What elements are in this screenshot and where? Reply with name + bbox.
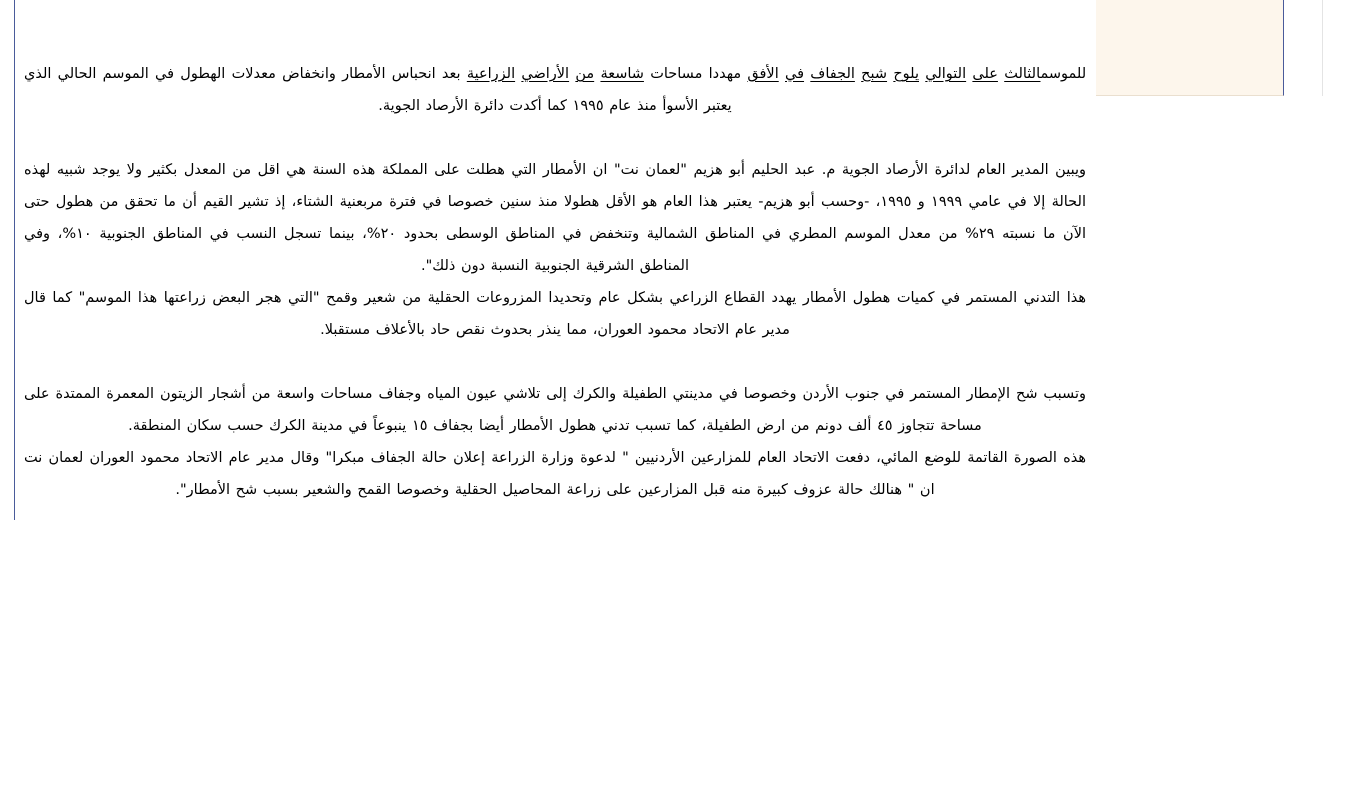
article-body	[24, 58, 1086, 506]
keyword-link[interactable]: الأفق	[747, 66, 779, 82]
keyword-link[interactable]: يلوح	[893, 66, 919, 82]
keyword-link[interactable]: التوالي	[925, 66, 967, 82]
keyword-link[interactable]: الثالث	[1004, 66, 1041, 82]
text-run: مهددا مساحات	[643, 66, 748, 82]
keyword-link[interactable]: في	[785, 66, 805, 82]
keyword-link[interactable]: من	[575, 66, 595, 82]
keyword-link[interactable]: شبح	[861, 66, 888, 82]
side-panel	[1096, 0, 1284, 96]
article-paragraph-4: وتسبب شح الإمطار المستمر في جنوب الأردن وخصوصا في مدينتي الطفيلة والكرك إلى تلاشي عيون المياه وجفاف مساحات واسعة من أشجار الزيتون المعمرة الممتدة على مساحة تتجاوز ٤٥ ألف دونم من ارض الطفيلة، كما تسبب تدني هطول الأمطار أيضا بجفاف ١٥ ينبوعاً في مدينة الكرك حسب سكان المنطقة.	[24, 386, 1086, 434]
keyword-link[interactable]: شاسعة	[600, 66, 644, 82]
text-run: بعد انحباس الأمطار وانخفاض معدلات الهطول في الموسم الحالي الذي يعتبر الأسوأ منذ عام ١٩٩٥ كما أكدت دائرة الأرصاد الجوية.	[24, 66, 732, 114]
article-paragraph-5: هذه الصورة القاتمة للوضع المائي، دفعت الاتحاد العام للمزارعين الأردنيين " لدعوة وزارة الزراعة إعلان حالة الجفاف مبكرا" وقال مدير عام الاتحاد محمود العوران لعمان نت ان " هنالك حالة عزوف كبيرة منه قبل المزارعين على زراعة المحاصيل الحقلية وخصوصا القمح والشعير بسبب شح الأمطار".	[24, 450, 1086, 498]
keyword-link[interactable]: الأراضي	[521, 66, 570, 82]
page-left-border	[14, 0, 15, 520]
keyword-link[interactable]: الجفاف	[810, 66, 855, 82]
text-run: للموسم	[1040, 66, 1087, 82]
keyword-link[interactable]: الزراعية	[466, 66, 516, 82]
keyword-link[interactable]: على	[972, 66, 998, 82]
side-panel-edge	[1322, 0, 1323, 96]
article-paragraph-1	[24, 58, 1086, 122]
article-paragraph-2: ويبين المدير العام لدائرة الأرصاد الجوية م. عبد الحليم أبو هزيم "لعمان نت" ان الأمطار التي هطلت على المملكة هذه السنة هي اقل من المعدل بكثير ولا يوجد شبيه لهذه الحالة إلا في عامي ١٩٩٩ و ١٩٩٥، -وحسب أبو هزيم- يعتبر هذا العام هو الأقل هطولا منذ سنين خصوصا في فترة مربعنية الشتاء، إذ تشير القيم أن ما تحقق من هطول حتى الآن ما نسبته ٢٩% من معدل الموسم المطري في المناطق الشمالية وتنخفض في المناطق الوسطى بحدود ٢٠%، بينما تسجل النسب في المناطق الجنوبية ١٠%، وفي المناطق الشرقية الجنوبية النسبة دون ذلك".	[24, 162, 1086, 274]
article-paragraph-3: هذا التدني المستمر في كميات هطول الأمطار يهدد القطاع الزراعي بشكل عام وتحديدا المزروعات الحقلية من شعير وقمح "التي هجر البعض زراعتها هذا الموسم" كما قال مدير عام الاتحاد محمود العوران، مما ينذر بحدوث نقص حاد بالأعلاف مستقبلا.	[24, 290, 1086, 338]
